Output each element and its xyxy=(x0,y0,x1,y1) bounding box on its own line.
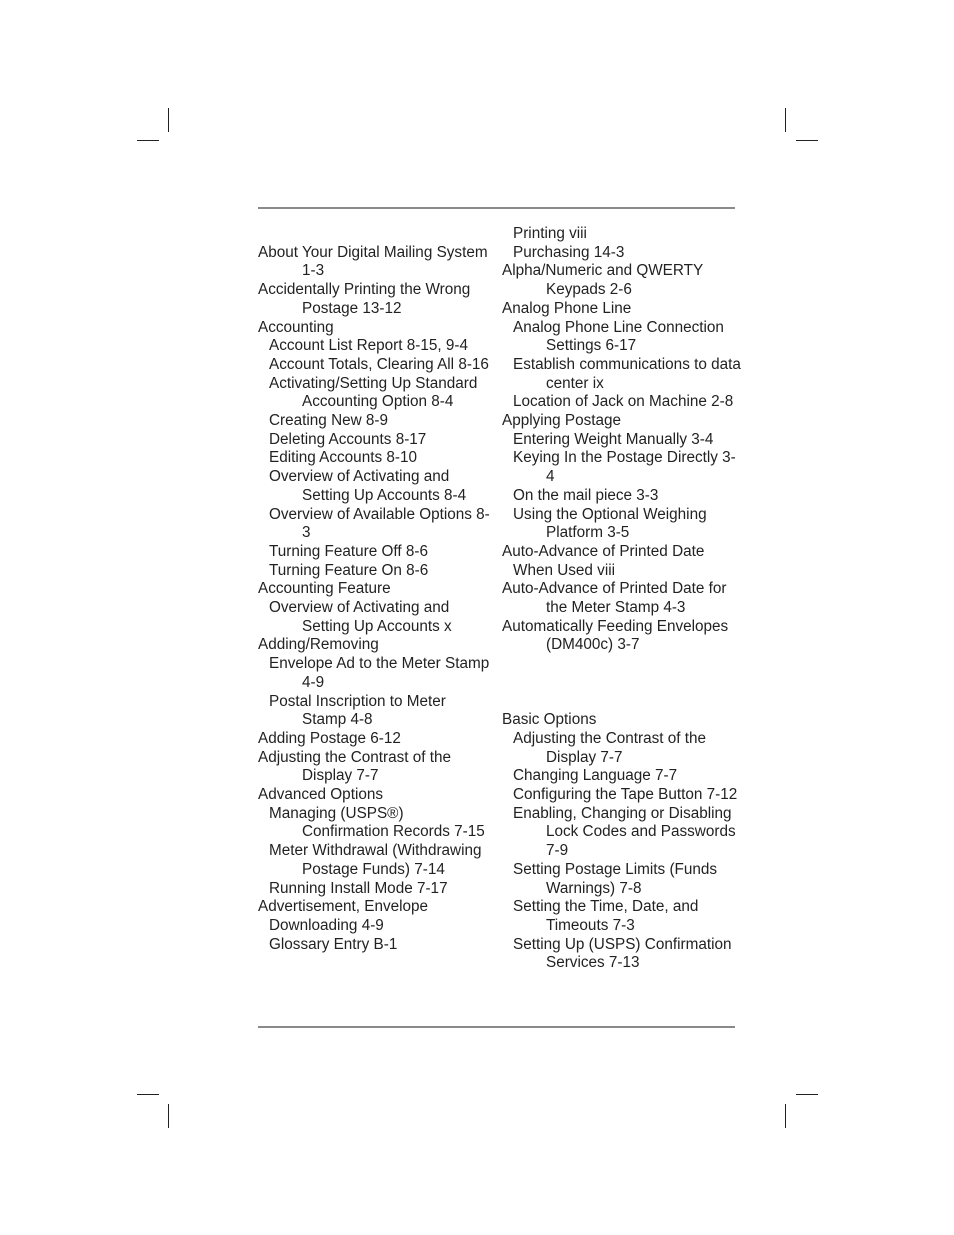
index-subentry: Meter Withdrawal (Withdrawing Postage Funds) 7-14 xyxy=(269,842,482,878)
index-entry: Automatically Feeding Envelopes (DM400c) 3-7 xyxy=(502,617,729,654)
index-entry: Alpha/Numeric and QWERTY Keypads 2-6 xyxy=(502,262,703,299)
index-entry: Adjusting the Contrast of the Display 7-7 xyxy=(258,748,452,785)
index-subentry: Setting the Time, Date, and Timeouts 7-3 xyxy=(513,898,699,934)
index-subentry: Turning Feature Off 8-6 xyxy=(269,542,428,560)
index-entry: Auto-Advance of Printed Date xyxy=(502,542,705,560)
index-entry: Advanced Options xyxy=(258,786,384,804)
index-subentry: Entering Weight Manually 3-4 xyxy=(513,430,714,448)
index-subentry: Running Install Mode 7-17 xyxy=(269,879,448,897)
index-subentry: Turning Feature On 8-6 xyxy=(269,561,429,579)
index-subentry: Managing (USPS®) Confirmation Records 7-15 xyxy=(269,804,485,841)
spacer xyxy=(502,674,742,693)
index-subentry: Downloading 4-9 xyxy=(269,917,384,934)
crop-mark xyxy=(168,1104,169,1128)
index-subentry: Analog Phone Line Connection Settings 6-17 xyxy=(513,318,724,355)
index-subentry: Setting Up (USPS) Confirmation Services 7-13 xyxy=(513,935,732,972)
index-subentry: Using the Optional Weighing Platform 3-5 xyxy=(513,505,707,542)
index-entry: Analog Phone Line xyxy=(502,299,632,317)
bottom-rule xyxy=(258,1026,735,1028)
index-subentry: Deleting Accounts 8-17 xyxy=(269,430,427,448)
index-entry: Accounting xyxy=(258,318,334,336)
spacer xyxy=(258,225,494,244)
index-subentry: Postal Inscription to Meter Stamp 4-8 xyxy=(269,692,446,729)
index-subentry: Creating New 8-9 xyxy=(269,412,389,430)
index-subentry: Establish communications to data center ix xyxy=(513,355,741,392)
index-subentry: Glossary Entry B-1 xyxy=(269,935,398,953)
index-subentry: Printing viii xyxy=(513,225,587,242)
index-subentry: Enabling, Changing or Disabling Lock Codes and Passwords 7-9 xyxy=(513,804,736,860)
index-entry: Accounting Feature xyxy=(258,580,391,598)
index-subentry: Envelope Ad to the Meter Stamp 4-9 xyxy=(269,655,490,691)
crop-mark xyxy=(796,140,818,141)
index-subentry: Setting Postage Limits (Funds Warnings) 7-8 xyxy=(513,860,718,897)
index-subentry: Account Totals, Clearing All 8-16 xyxy=(269,355,489,373)
spacer xyxy=(502,693,742,712)
index-entry: Adding/Removing xyxy=(258,636,379,654)
crop-mark xyxy=(137,1094,159,1095)
index-subentry: Overview of Available Options 8-3 xyxy=(269,505,490,542)
index-subentry: Overview of Activating and Setting Up Accounts 8-4 xyxy=(269,468,467,504)
index-subentry: Activating/Setting Up Standard Accounting Option 8-4 xyxy=(269,374,478,411)
index-subentry: Editing Accounts 8-10 xyxy=(269,449,417,467)
crop-mark xyxy=(168,108,169,132)
index-subentry: Keying In the Postage Directly 3-4 xyxy=(513,449,736,486)
index-column-left xyxy=(258,225,494,954)
index-subentry: Account List Report 8-15, 9-4 xyxy=(269,337,468,355)
spacer xyxy=(502,655,742,674)
crop-mark xyxy=(785,1104,786,1128)
index-subentry: Adjusting the Contrast of the Display 7-7 xyxy=(513,729,707,766)
index-entry: Adding Postage 6-12 xyxy=(258,729,401,747)
index-subentry: When Used viii xyxy=(513,561,616,579)
crop-mark xyxy=(137,140,159,141)
index-subentry: On the mail piece 3-3 xyxy=(513,486,659,504)
index-subentry: Overview of Activating and Setting Up Accounts x xyxy=(269,599,452,635)
index-entry: About Your Digital Mailing System 1-3 xyxy=(258,243,488,280)
index-entry: Applying Postage xyxy=(502,412,622,430)
crop-mark xyxy=(785,108,786,132)
index-entry: Basic Options xyxy=(502,711,597,729)
index-column-right xyxy=(502,225,742,973)
index-subentry: Changing Language 7-7 xyxy=(513,767,678,785)
index-entry: Accidentally Printing the Wrong Postage 13-12 xyxy=(258,281,471,317)
index-subentry: Configuring the Tape Button 7-12 xyxy=(513,786,738,804)
index-entry: Advertisement, Envelope xyxy=(258,898,429,916)
crop-mark xyxy=(796,1094,818,1095)
index-entry: Auto-Advance of Printed Date for the Meter Stamp 4-3 xyxy=(502,580,727,617)
index-subentry: Purchasing 14-3 xyxy=(513,243,625,261)
top-rule xyxy=(258,207,735,209)
index-subentry: Location of Jack on Machine 2-8 xyxy=(513,393,734,411)
